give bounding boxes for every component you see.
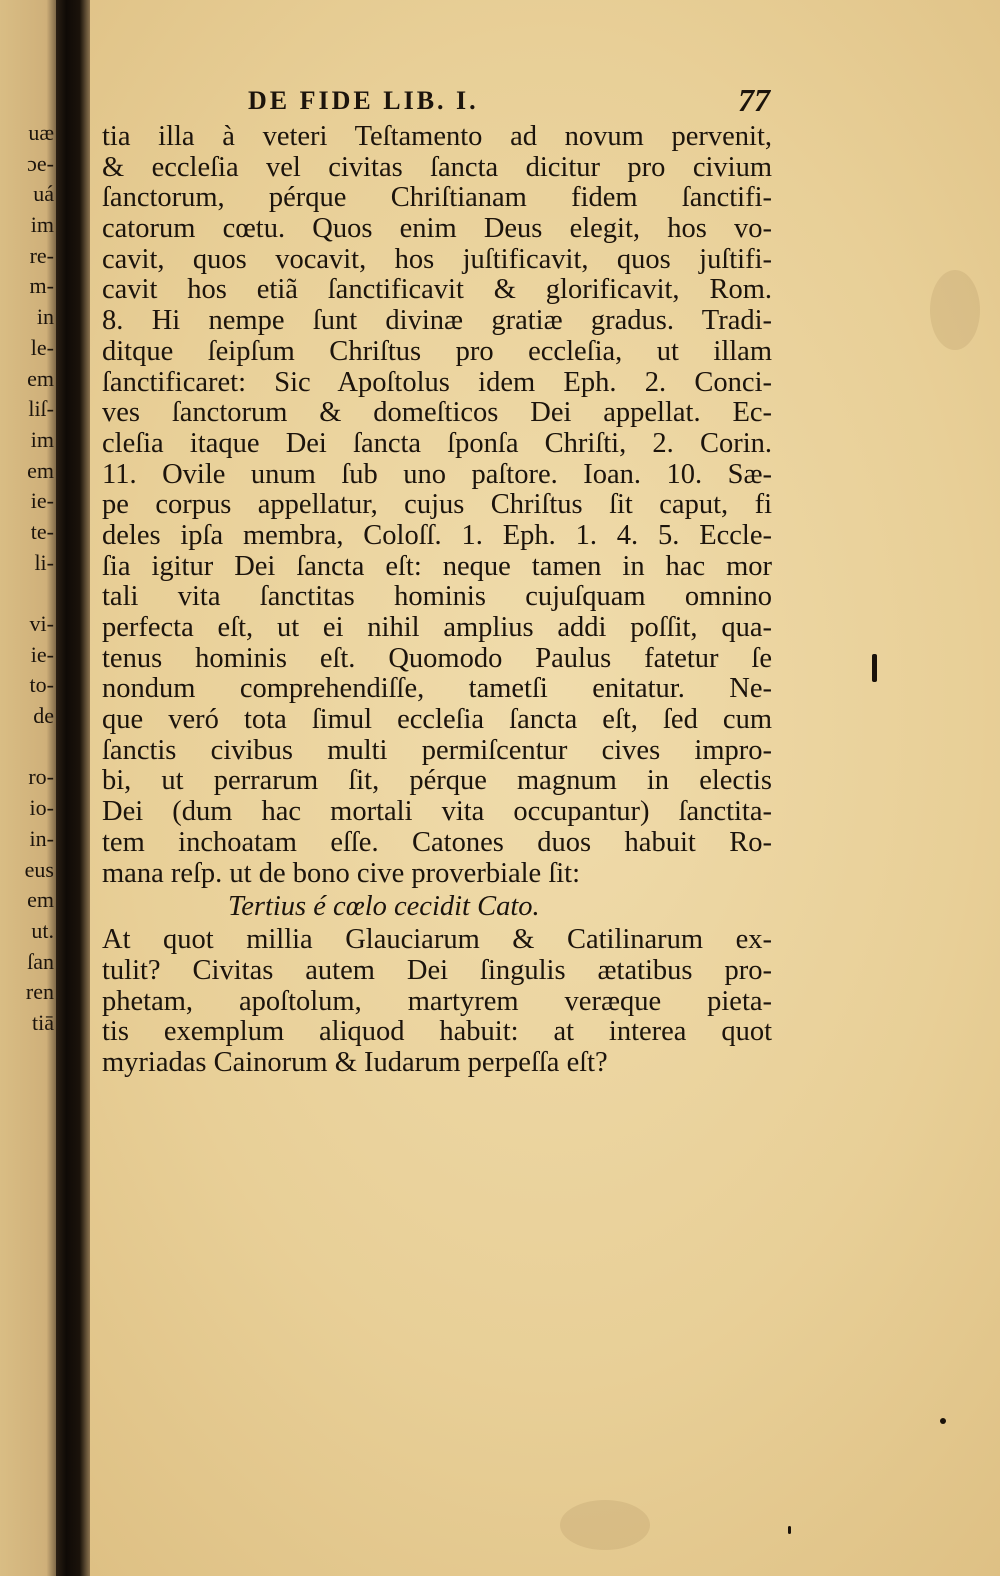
- fragment: ɔe-: [27, 150, 54, 176]
- fragment: liſ-: [28, 396, 54, 422]
- fragment: uá: [33, 181, 54, 207]
- running-head-title: DE FIDE LIB. I.: [248, 86, 479, 115]
- text-line: tulit? Civitas autem Dei ſingulis ætatibus pro-: [102, 954, 772, 986]
- text-line: 8. Hi nempe ſunt divinæ gratiæ gradus. Tradi-: [102, 305, 772, 337]
- text-line: que veró tota ſimul eccleſia ſancta eſt, ſed cum: [102, 704, 772, 736]
- fragment: le-: [30, 334, 54, 360]
- fragment: ren: [25, 979, 54, 1005]
- fragment: eus: [24, 856, 54, 882]
- fragment: re-: [29, 242, 54, 268]
- text-line: ſanctificaret: Sic Apoſtolus idem Eph. 2. Conci-: [102, 366, 772, 398]
- fragment: ie-: [30, 641, 54, 667]
- text-line: Dei (dum hac mortali vita occupantur) ſanctita-: [102, 796, 772, 828]
- text-line: ves ſanctorum & domeſticos Dei appellat. Ec-: [102, 397, 772, 429]
- paper-stain: [560, 1500, 650, 1550]
- fragment: de: [33, 703, 54, 729]
- text-line: myriadas Cainorum & Iudarum perpeſſa eſt?: [102, 1046, 608, 1078]
- fragment: m-: [29, 273, 54, 299]
- fragment: te-: [30, 518, 54, 544]
- text-line: & eccleſia vel civitas ſancta dicitur pro civium: [102, 151, 772, 183]
- text-line: tali vita ſanctitas hominis cujuſquam omnino: [102, 581, 772, 613]
- fragment: ut.: [31, 917, 54, 943]
- fragment: in: [36, 304, 54, 330]
- fragment: [0, 732, 58, 763]
- fragment: ſan: [27, 948, 54, 974]
- text-line: catorum cœtu. Quos enim Deus elegit, hos vo-: [102, 213, 772, 245]
- fragment: ro-: [28, 764, 54, 790]
- ink-mark: [940, 1418, 946, 1424]
- page-number: 77: [738, 82, 770, 118]
- fragment: em: [27, 365, 54, 391]
- text-line: deles ipſa membra, Coloſſ. 1. Eph. 1. 4. 5. Eccle-: [102, 519, 772, 551]
- text-line: tenus hominis eſt. Quomodo Paulus fatetur ſe: [102, 642, 772, 674]
- verse-quotation: Tertius é cœlo cecidit Cato.: [228, 891, 540, 923]
- text-line: cleſia itaque Dei ſancta ſponſa Chriſti, 2. Corin.: [102, 427, 772, 459]
- text-line: cavit, quos vocavit, hos juſtificavit, quos juſtifi-: [102, 243, 772, 275]
- text-line: At quot millia Glauciarum & Catilinarum ex-: [102, 924, 772, 956]
- fragment: em: [27, 457, 54, 483]
- text-line: tis exemplum aliquod habuit: at interea quot: [102, 1016, 772, 1048]
- fragment: to-: [29, 672, 54, 698]
- book-gutter: [56, 0, 90, 1576]
- previous-page-fragments: [0, 118, 58, 1039]
- ink-mark: [872, 654, 877, 682]
- text-line: ſanctis civibus multi permiſcentur cives impro-: [102, 734, 772, 766]
- text-line: tem inchoatam eſſe. Catones duos habuit Ro-: [102, 826, 772, 858]
- fragment: io-: [29, 795, 54, 821]
- fragment: em: [27, 887, 54, 913]
- text-line: mana reſp. ut de bono cive proverbiale ſit:: [102, 857, 581, 889]
- ink-mark: [788, 1526, 791, 1534]
- running-head: [248, 82, 770, 118]
- text-line: bi, ut perrarum ſit, pérque magnum in electis: [102, 765, 772, 797]
- fragment: ie-: [30, 488, 54, 514]
- fragment: tiā: [32, 1009, 54, 1035]
- text-line: ſanctorum, pérque Chriſtianam fidem ſanctifi-: [102, 182, 772, 214]
- fragment: [0, 578, 58, 609]
- text-line: ſia igitur Dei ſancta eſt: neque tamen in hac mor: [102, 550, 772, 582]
- text-line: tia illa à veteri Teſtamento ad novum pervenit,: [102, 121, 772, 152]
- fragment: im: [30, 212, 54, 238]
- fragment: in-: [29, 825, 54, 851]
- text-line: ditque ſeipſum Chriſtus pro eccleſia, ut illam: [102, 335, 772, 367]
- body-text: [102, 122, 772, 1079]
- fragment: im: [30, 426, 54, 452]
- text-line: phetam, apoſtolum, martyrem veræque pieta-: [102, 985, 772, 1017]
- text-line: perfecta eſt, ut ei nihil amplius addi poſſit, qua-: [102, 612, 772, 643]
- fragment: uæ: [28, 120, 54, 145]
- text-line: pe corpus appellatur, cujus Chriſtus ſit caput, fi: [102, 489, 772, 521]
- previous-page-edge: [0, 0, 58, 1576]
- text-line: nondum comprehendiſſe, tametſi enitatur. Ne-: [102, 673, 772, 705]
- text-line: cavit hos etiã ſanctificavit & glorificavit, Rom.: [102, 274, 772, 306]
- text-line: 11. Ovile unum ſub uno paſtore. Ioan. 10. Sæ-: [102, 458, 772, 490]
- paper-stain: [930, 270, 980, 350]
- fragment: vi-: [29, 611, 54, 636]
- fragment: li-: [34, 549, 54, 575]
